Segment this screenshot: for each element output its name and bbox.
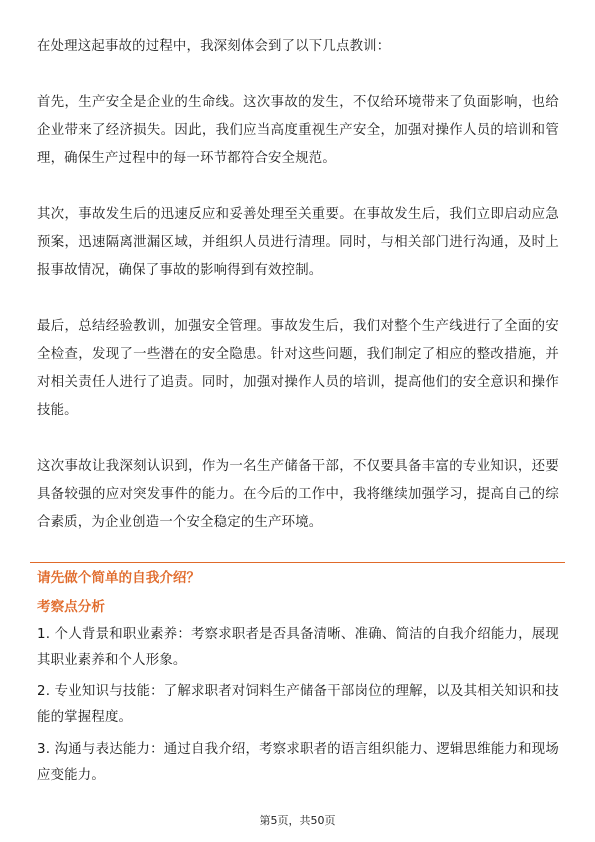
paragraph-second: 其次，事故发生后的迅速反应和妥善处理至关重要。在事故发生后，我们立即启动应急预案，迅速隔离泄漏区域，并组织人员进行清理。同时，与相关部门进行沟通，及时上报事故情况，确保了事故的影响得到有效控制。 — [37, 207, 559, 278]
analysis-item: 3. 沟通与表达能力：通过自我介绍，考察求职者的语言组织能力、逻辑思维能力和现场应变能力。 — [37, 742, 559, 783]
paragraph-first: 首先，生产安全是企业的生命线。这次事故的发生，不仅给环境带来了负面影响，也给企业带来了经济损失。因此，我们应当高度重视生产安全，加强对操作人员的培训和管理，确保生产过程中的每一环节都符合安全规范。 — [37, 95, 559, 166]
page-number: 第5页，共50页 — [259, 814, 336, 827]
question-title: 请先做个简单的自我介绍？ — [37, 570, 201, 586]
analysis-heading: 考察点分析 — [37, 599, 105, 615]
analysis-item: 1. 个人背景和职业素养：考察求职者是否具备清晰、准确、简洁的自我介绍能力，展现其职业素养和个人形象。 — [37, 627, 559, 668]
paragraph-conclusion: 这次事故让我深刻认识到，作为一名生产储备干部，不仅要具备丰富的专业知识，还要具备较强的应对突发事件的能力。在今后的工作中，我将继续加强学习，提高自己的综合素质，为企业创造一个安全稳定的生产环境。 — [37, 459, 559, 530]
paragraph-third: 最后，总结经验教训，加强安全管理。事故发生后，我们对整个生产线进行了全面的安全检查，发现了一些潜在的安全隐患。针对这些问题，我们制定了相应的整改措施，并对相关责任人进行了追责。同时，加强对操作人员的培训，提高他们的安全意识和操作技能。 — [37, 319, 559, 418]
paragraph-intro: 在处理这起事故的过程中，我深刻体会到了以下几点教训： — [37, 39, 391, 54]
section-divider — [30, 562, 565, 563]
analysis-item: 2. 专业知识与技能：了解求职者对饲料生产储备干部岗位的理解，以及其相关知识和技能的掌握程度。 — [37, 684, 559, 725]
